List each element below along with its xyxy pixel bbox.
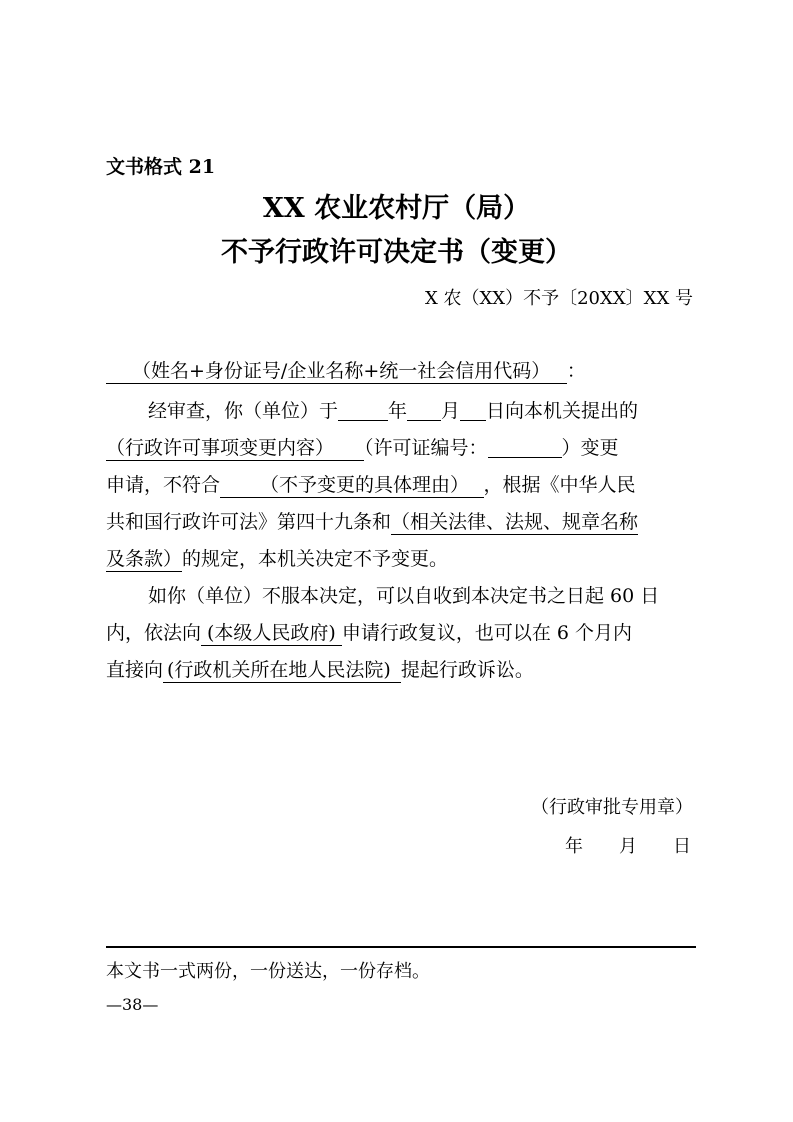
year-blank [338,400,388,421]
paragraph-2-line-3 [106,655,534,682]
date-day: 日 [673,836,691,857]
paragraph-1-line-3 [106,470,636,497]
paragraph-2-line-2 [106,618,632,645]
document-title: 不予行政许可决定书（变更） [221,237,572,268]
paragraph-1-line-2 [106,433,619,460]
not-comply-text: 申请，不符合 [106,474,221,496]
direct-text: 直接向 [106,659,164,681]
decision-text: 的规定，本机关决定不予变更。 [182,548,449,570]
date-month: 月 [619,836,637,857]
according-text: ，根据《中华人民 [483,474,636,496]
format-label: 文书格式 21 [106,156,216,178]
date-line [565,832,691,858]
related-law-field-cont: 及条款） [106,548,183,570]
page-number: —38— [106,995,159,1014]
paragraph-1-line-4 [106,507,638,534]
footer-divider [106,946,696,948]
paragraph-2-line-1: 如你（单位）不服本决定，可以自收到本决定书之日起 60 日 [148,585,660,607]
addressee-colon: ： [566,360,586,382]
review-text: 经审查，你（单位）于 [148,400,339,422]
license-number-label: （许可证编号： [364,437,488,459]
seal-placeholder: （行政审批专用章） [531,797,693,818]
footer-note: 本文书一式两份，一份送达，一份存档。 [106,961,430,982]
addressee-field: （姓名+身份证号/企业名称+统一社会信用代码） [106,360,567,384]
rejection-reason-field: （不予变更的具体理由） [220,474,484,498]
submit-text: 日向本机关提出的 [486,400,639,422]
related-law-field: （相关法律、法规、规章名称 [391,511,639,533]
law-reference-text: 共和国行政许可法》第四十九条和 [106,511,392,533]
government-field: (本级人民政府) [201,622,342,646]
addressee-line [106,356,586,383]
month-blank [407,400,441,421]
license-number-blank [488,437,562,458]
paragraph-1-line-5 [106,544,448,571]
year-label: 年 [388,400,408,422]
permit-change-item-field: （行政许可事项变更内容） [106,437,364,461]
appeal-text: 内，依法向 [106,622,202,644]
day-blank [460,400,486,421]
month-label: 月 [441,400,461,422]
document-number: X 农（XX）不予〔20XX〕XX 号 [424,288,693,309]
paragraph-1-line-1 [148,396,638,423]
change-text: ）变更 [561,437,619,459]
document-title-agency: XX 农业农村厅（局） [262,193,531,224]
review-apply-text: 申请行政复议，也可以在 6 个月内 [341,622,633,644]
date-year: 年 [565,836,583,857]
court-field: (行政机关所在地人民法院) [163,659,401,683]
lawsuit-text: 提起行政诉讼。 [400,659,534,681]
